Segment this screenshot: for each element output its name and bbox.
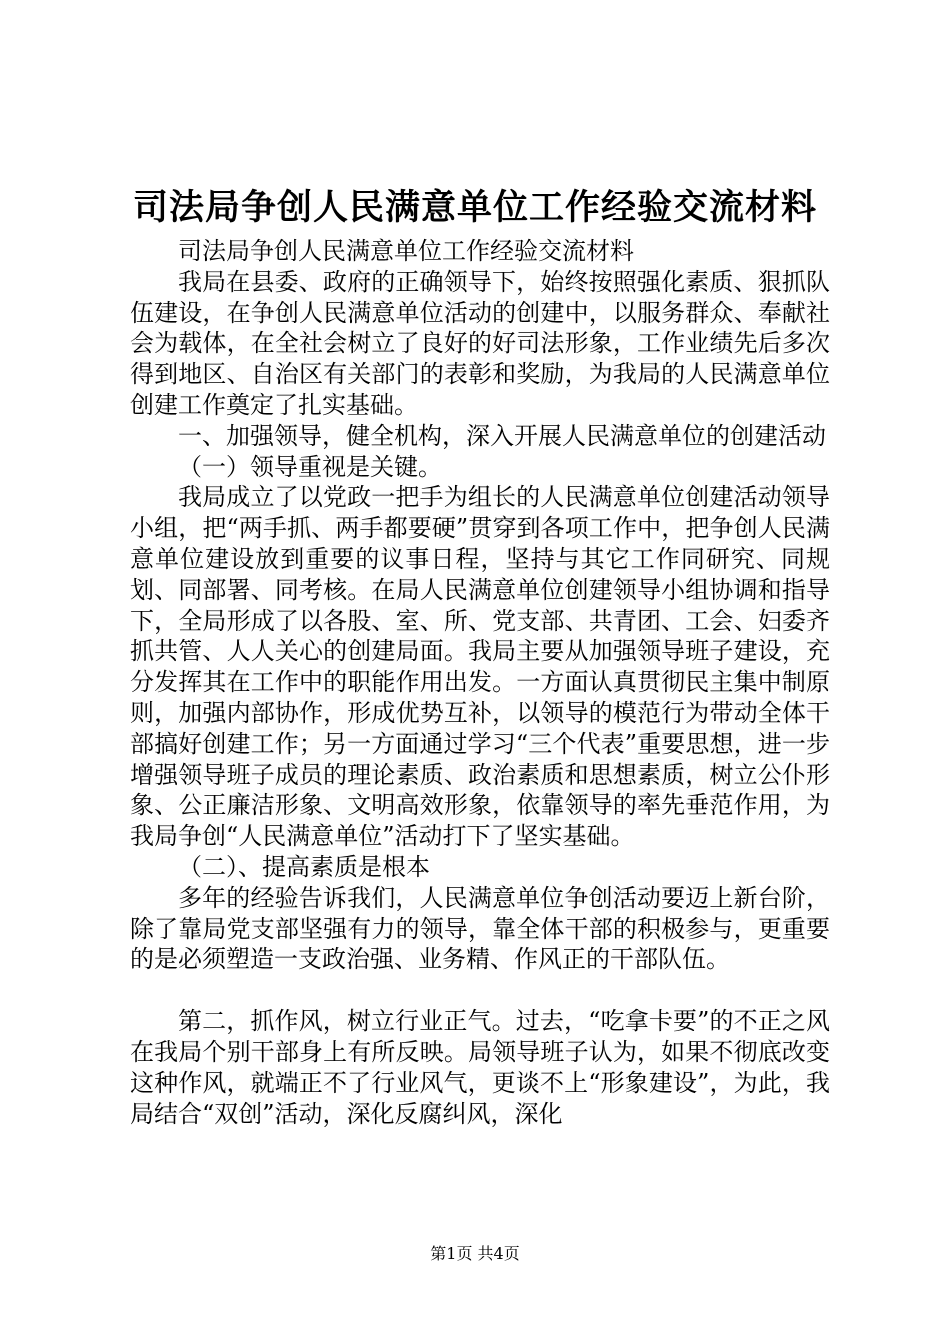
subsection-heading-2: （二）、提高素质是根本 — [178, 852, 430, 881]
paragraph-leadership: 我局成立了以党政一把手为组长的人民满意单位创建活动领导小组，把“两手抓、两手都要硬”贯穿到各项工作中，把争创人民满意单位建设放到重要的议事日程，坚持与其它工作同研究、同规划、同部署、同考核。在局人民满意单位创建领导小组协调和指导下，全局形成了以各股、室、所、党支部、共青团、工会、妇委齐抓共管、人人关心的创建局面。我局主要从加强领导班子建设，充分发挥其在工作中的职能作用出发。一方面认真贯彻民主集中制原则，加强内部协作，形成优势互补，以领导的模范行为带动全体干部搞好创建工作；另一方面通过学习“三个代表”重要思想，进一步增强领导班子成员的理论素质、政治素质和思想素质，树立公仆形象、公正廉洁形象、文明高效形象，依靠领导的率先垂范作用，为我局争创“人民满意单位”活动打下了坚实基础。 — [130, 483, 830, 851]
subsection-heading-1: （一）领导重视是关键。 — [178, 452, 442, 481]
paragraph-experience: 多年的经验告诉我们，人民满意单位争创活动要迈上新台阶，除了靠局党支部坚强有力的领导，靠全体干部的积极参与，更重要的是必须塑造一支政治强、业务精、作风正的干部队伍。 — [130, 883, 830, 974]
document-body — [130, 236, 830, 1129]
paragraph-subtitle: 司法局争创人民满意单位工作经验交流材料 — [178, 237, 634, 265]
document-title: 司法局争创人民满意单位工作经验交流材料 — [132, 187, 817, 228]
page-footer: 第1页 共4页 — [430, 1244, 520, 1263]
paragraph-intro: 我局在县委、政府的正确领导下，始终按照强化素质、狠抓队伍建设，在争创人民满意单位活动的创建中，以服务群众、奉献社会为载体，在全社会树立了良好的好司法形象，工作业绩先后多次得到地区、自治区有关部门的表彰和奖励，为我局的人民满意单位创建工作奠定了扎实基础。 — [130, 267, 830, 419]
section-heading-1: 一、加强领导，健全机构，深入开展人民满意单位的创建活动 — [178, 421, 826, 450]
paragraph-style: 第二，抓作风，树立行业正气。过去，“吃拿卡要”的不正之风在我局个别干部身上有所反映。局领导班子认为，如果不彻底改变这种作风，就端正不了行业风气，更谈不上“形象建设”，为此，我局结合“双创”活动，深化反腐纠风，深化 — [130, 1007, 830, 1128]
